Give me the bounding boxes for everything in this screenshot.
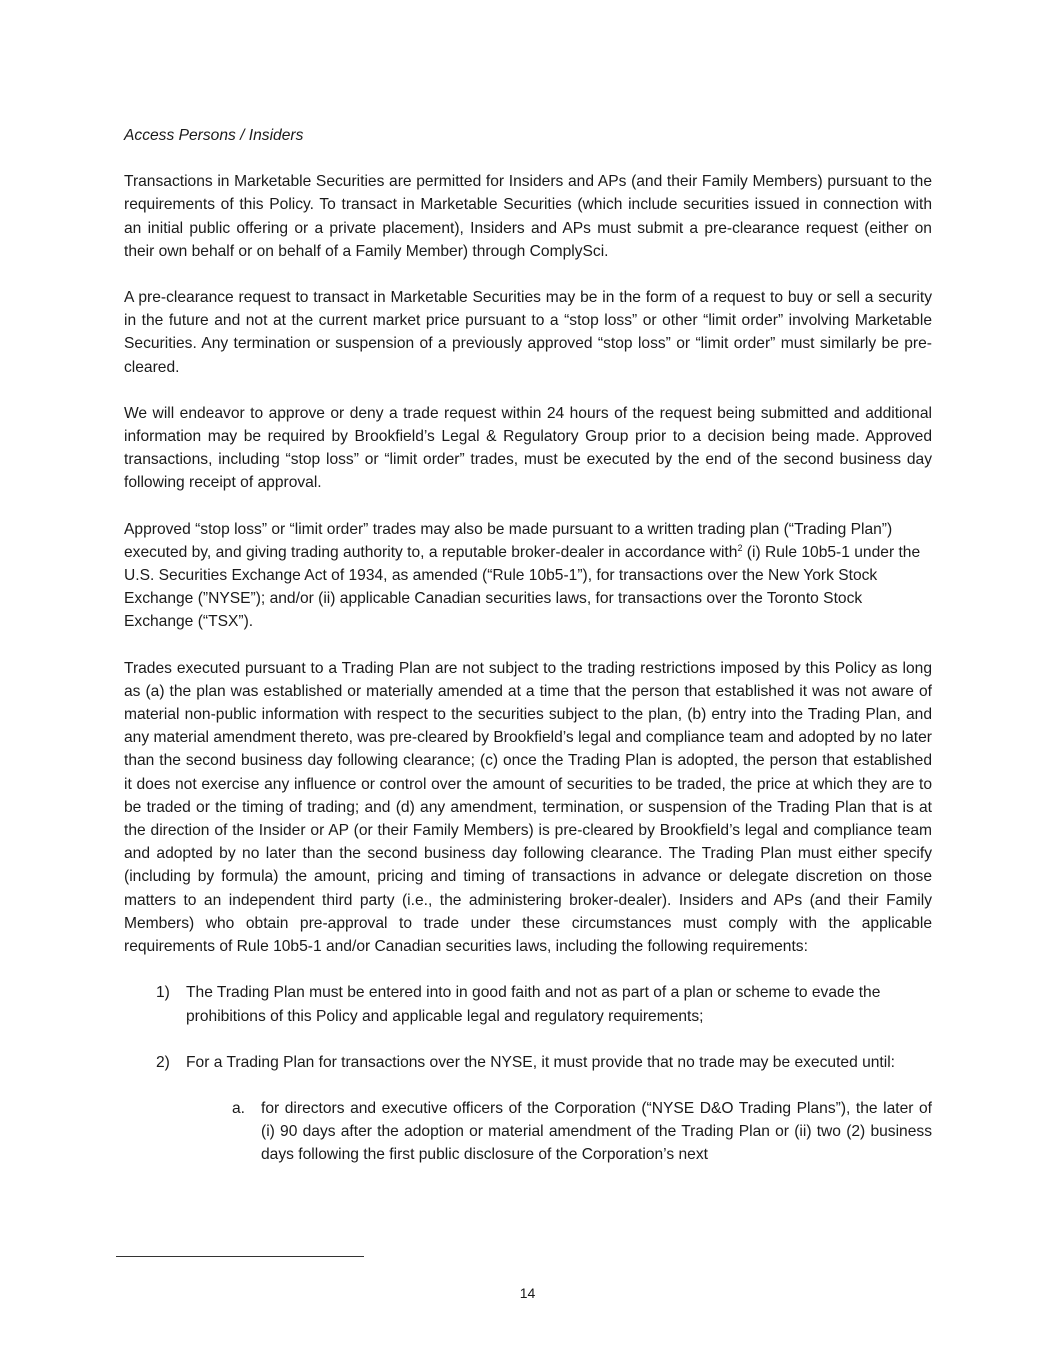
trading-plan-text-start: Approved “stop loss” or “limit order” trades may also be made pursuant to a written trading plan (“Trading Plan”) executed by, and giving trading authority to, a reputable broker-dealer in accordance with bbox=[124, 520, 893, 561]
list-item bbox=[124, 981, 932, 1027]
paragraph-transactions: Transactions in Marketable Securities are permitted for Insiders and APs (and their Family Members) pursuant to the requirements of this Policy. To transact in Marketable Securities (which include securities issued in connection with an initial public offering or a private placement), Insiders and APs must submit a pre-clearance request (either on their own behalf or on behalf of a Family Member) through ComplySci. bbox=[124, 173, 932, 260]
list-marker: 1) bbox=[156, 984, 170, 1002]
sub-list-marker: a. bbox=[232, 1099, 246, 1117]
footnote-separator bbox=[116, 1256, 364, 1257]
list-item bbox=[124, 1051, 932, 1074]
trading-plan-text-end: (i) Rule 10b5-1 under the U.S. Securities Exchange Act of 1934, as amended (“Rule 10b5-1”), for transactions over the New York Stock Exchange (”NYSE”); and/or (ii) applicable Canadian securities laws, for transactions over the Toronto Stock Exchange (“TSX”). bbox=[124, 543, 921, 631]
paragraph-trading-plan-conditions: Trades executed pursuant to a Trading Plan are not subject to the trading restrictions imposed by this Policy as long as (a) the plan was established or materially amended at a time that the person that established it was not aware of material non-public information with respect to the securities subject to the plan, (b) entry into the Trading Plan, and any material amendment thereto, was pre-cleared by Brookfield’s legal and compliance team and adopted by no later than the second business day following clearance; (c) once the Trading Plan is adopted, the person that established it does not exercise any influence or control over the amount of securities to be traded, the price at which they are to be traded or the timing of trading; and (d) any amendment, termination, or suspension of the Trading Plan that is at the direction of the Insider or AP (or their Family Members) is pre-cleared by Brookfield’s legal and compliance team and adopted by no later than the second business day following clearance. The Trading Plan must either specify (including by formula) the amount, pricing and timing of transactions in advance or delegate discretion on those matters to an independent third party (i.e., the administering broker-dealer). Insiders and APs (and their Family Members) who obtain pre-approval to trade under these circumstances must comply with the applicable requirements of Rule 10b5-1 and/or Canadian securities laws, including the following requirements: bbox=[124, 659, 932, 956]
section-heading: Access Persons / Insiders bbox=[124, 127, 304, 144]
paragraph-approval-timing: We will endeavor to approve or deny a trade request within 24 hours of the request being submitted and additional information may be required by Brookfield’s Legal & Regulatory Group prior to a decision being made. Approved transactions, including “stop loss” or “limit order” trades, must be executed by the end of the second business day following receipt of approval. bbox=[124, 404, 932, 492]
list-marker: 2) bbox=[156, 1053, 170, 1071]
sub-list-item-text: for directors and executive officers of the Corporation (“NYSE D&O Trading Plans”), the later of (i) 90 days after the adoption or material amendment of the Trading Plan or (ii) two (2) business days following the first public disclosure of the Corporation’s next bbox=[261, 1099, 932, 1164]
page-body bbox=[124, 124, 932, 1167]
footnote-reference[interactable]: 2 bbox=[737, 542, 743, 553]
sub-list-item bbox=[124, 1097, 932, 1167]
list-item-text: The Trading Plan must be entered into in good faith and not as part of a plan or scheme to evade the prohibitions of this Policy and applicable legal and regulatory requirements; bbox=[186, 984, 881, 1025]
list-item-text: For a Trading Plan for transactions over the NYSE, it must provide that no trade may be executed until: bbox=[186, 1053, 896, 1071]
paragraph-trading-plan bbox=[124, 518, 932, 634]
page-number: 14 bbox=[519, 1285, 536, 1301]
paragraph-pre-clearance: A pre-clearance request to transact in Marketable Securities may be in the form of a request to buy or sell a security in the future and not at the current market price pursuant to a “stop loss” or other “limit order” involving Marketable Securities. Any termination or suspension of a previously approved “stop loss” or “limit order” must similarly be pre-cleared. bbox=[124, 289, 932, 376]
